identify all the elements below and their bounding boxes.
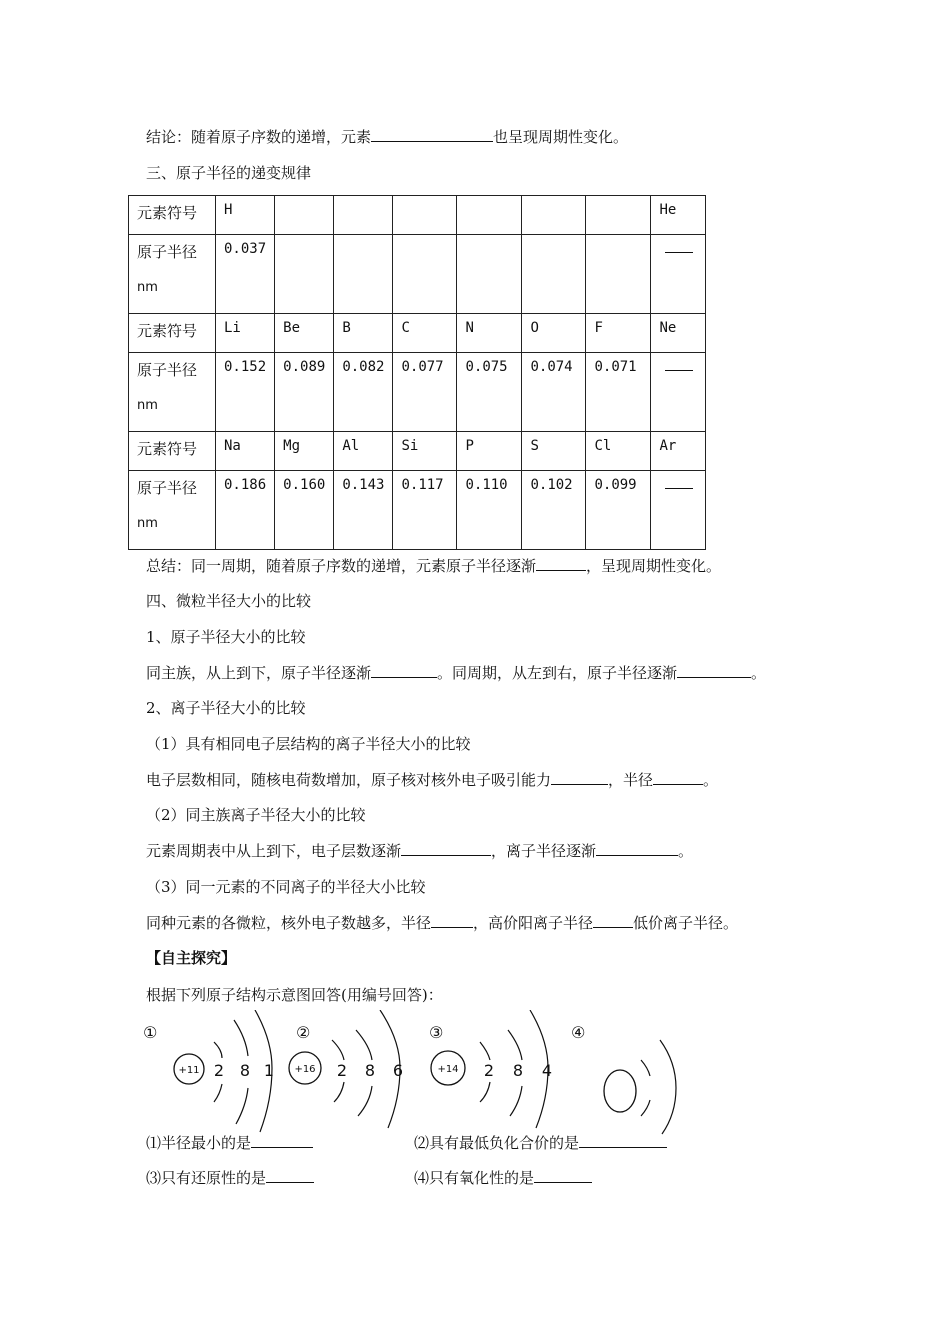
cell xyxy=(275,196,334,235)
table-row-symbols-3 xyxy=(129,432,706,471)
answer-blank[interactable] xyxy=(401,841,491,856)
cell: C xyxy=(393,314,457,353)
cell: Li xyxy=(216,314,275,353)
row-label: 原子半径 nm xyxy=(129,235,216,314)
row-label: 原子半径 nm xyxy=(129,471,216,550)
question-1: ⑴半径最小的是 xyxy=(146,1133,313,1153)
table-row-radii-3 xyxy=(129,471,706,550)
subsection-2-1-title: （1）具有相同电子层结构的离子半径大小的比较 xyxy=(146,735,471,753)
cell: Cl xyxy=(586,432,651,471)
question-2: ⑵具有最低负化合价的是 xyxy=(414,1133,667,1153)
cell: 0.160 xyxy=(275,471,334,550)
cell xyxy=(522,196,586,235)
answer-blank[interactable] xyxy=(371,127,493,142)
answer-blank[interactable] xyxy=(653,770,703,785)
row-label: 元素符号 xyxy=(129,314,216,353)
question-4: ⑷只有氧化性的是 xyxy=(414,1168,592,1188)
cell: 0.186 xyxy=(216,471,275,550)
table-row-radii-1 xyxy=(129,235,706,314)
row-label: 元素符号 xyxy=(129,432,216,471)
answer-blank[interactable] xyxy=(579,1133,667,1148)
cell: 0.082 xyxy=(334,353,393,432)
dash-mark xyxy=(665,252,693,253)
cell: S xyxy=(522,432,586,471)
nucleus-circle xyxy=(604,1070,636,1112)
subsection-1-text: 同主族，从上到下，原子半径逐渐 。同周期，从左到右，原子半径逐渐 。 xyxy=(146,664,767,682)
cell xyxy=(334,196,393,235)
electron-count: 2 xyxy=(336,1061,348,1080)
atom-number: ③ xyxy=(429,1023,444,1042)
cell-dash xyxy=(651,471,706,550)
atomic-radius-table xyxy=(128,195,706,550)
cell: 0.037 xyxy=(216,235,275,314)
cell: 0.099 xyxy=(586,471,651,550)
electron-count: 6 xyxy=(392,1061,404,1080)
dash-mark xyxy=(665,488,693,489)
cell: Ne xyxy=(651,314,706,353)
subsection-2-title: 2、离子半径大小的比较 xyxy=(146,699,306,717)
answer-blank[interactable] xyxy=(371,663,437,678)
cell xyxy=(393,235,457,314)
cell: Si xyxy=(393,432,457,471)
answer-blank[interactable] xyxy=(534,1168,592,1183)
answer-blank[interactable] xyxy=(266,1168,314,1183)
cell: 0.071 xyxy=(586,353,651,432)
subsection-2-2-title: （2）同主族离子半径大小的比较 xyxy=(146,806,366,824)
electron-count: 8 xyxy=(239,1061,251,1080)
conclusion-text-end: 也呈现周期性变化。 xyxy=(493,128,629,146)
cell: Ar xyxy=(651,432,706,471)
unit-label: nm xyxy=(137,516,158,531)
cell xyxy=(334,235,393,314)
cell: 0.117 xyxy=(393,471,457,550)
electron-count: 8 xyxy=(512,1061,524,1080)
summary-text-end: ，呈现周期性变化。 xyxy=(586,557,722,575)
cell xyxy=(586,196,651,235)
dash-mark xyxy=(665,370,693,371)
unit-label: nm xyxy=(137,398,158,413)
subsection-2-3-text: 同种元素的各微粒，核外电子数越多，半径 ，高价阳离子半径 低价离子半径。 xyxy=(146,914,739,932)
answer-blank[interactable] xyxy=(251,1133,313,1148)
subsection-1-title: 1、原子半径大小的比较 xyxy=(146,628,306,646)
answer-blank[interactable] xyxy=(431,913,473,928)
cell: Mg xyxy=(275,432,334,471)
electron-shell-arcs xyxy=(641,1040,676,1134)
nucleus-charge: +14 xyxy=(437,1064,459,1075)
electron-count: 8 xyxy=(364,1061,376,1080)
nucleus-charge: +16 xyxy=(294,1064,316,1075)
cell: O xyxy=(522,314,586,353)
table-row-symbols-2 xyxy=(129,314,706,353)
row-label: 原子半径 nm xyxy=(129,353,216,432)
cell: Be xyxy=(275,314,334,353)
section-4-title: 四、微粒半径大小的比较 xyxy=(146,592,312,610)
cell: Na xyxy=(216,432,275,471)
row-label: 元素符号 xyxy=(129,196,216,235)
cell xyxy=(457,196,522,235)
electron-count: 2 xyxy=(483,1061,495,1080)
subsection-2-1-text: 电子层数相同，随核电荷数增加，原子核对核外电子吸引能力 ，半径 。 xyxy=(146,771,719,789)
cell xyxy=(522,235,586,314)
cell-dash xyxy=(651,235,706,314)
summary-line xyxy=(146,556,721,576)
unit-label: nm xyxy=(137,280,158,295)
nucleus-charge: +11 xyxy=(178,1065,200,1076)
cell: H xyxy=(216,196,275,235)
cell: 0.077 xyxy=(393,353,457,432)
cell: 0.075 xyxy=(457,353,522,432)
summary-text: 总结：同一周期，随着原子序数的递增，元素原子半径逐渐 xyxy=(146,557,537,575)
explore-prompt: 根据下列原子结构示意图回答(用编号回答)： xyxy=(146,986,443,1004)
cell: 0.152 xyxy=(216,353,275,432)
answer-blank[interactable] xyxy=(536,556,586,571)
electron-count: 4 xyxy=(541,1061,553,1080)
answer-blank[interactable] xyxy=(593,913,633,928)
conclusion-line xyxy=(146,127,628,147)
subsection-2-3-title: （3）同一元素的不同离子的半径大小比较 xyxy=(146,878,426,896)
answer-blank[interactable] xyxy=(677,663,751,678)
atom-number: ① xyxy=(143,1023,158,1042)
explore-title: 【自主探究】 xyxy=(146,949,237,967)
electron-count: 1 xyxy=(263,1061,275,1080)
cell: He xyxy=(651,196,706,235)
atom-number: ② xyxy=(296,1023,311,1042)
atom-number: ④ xyxy=(571,1023,586,1042)
cell: 0.089 xyxy=(275,353,334,432)
cell-dash xyxy=(651,353,706,432)
cell xyxy=(457,235,522,314)
cell: 0.102 xyxy=(522,471,586,550)
cell: B xyxy=(334,314,393,353)
answer-blank[interactable] xyxy=(551,770,608,785)
electron-count: 2 xyxy=(213,1061,225,1080)
cell: F xyxy=(586,314,651,353)
cell: P xyxy=(457,432,522,471)
cell xyxy=(586,235,651,314)
cell: 0.074 xyxy=(522,353,586,432)
subsection-2-2-text: 元素周期表中从上到下，电子层数逐渐 ，离子半径逐渐 。 xyxy=(146,842,694,860)
cell xyxy=(275,235,334,314)
cell: 0.110 xyxy=(457,471,522,550)
cell: 0.143 xyxy=(334,471,393,550)
table-row-radii-2 xyxy=(129,353,706,432)
cell: N xyxy=(457,314,522,353)
cell: Al xyxy=(334,432,393,471)
cell xyxy=(393,196,457,235)
table-row-symbols-1 xyxy=(129,196,706,235)
conclusion-text: 结论：随着原子序数的递增，元素 xyxy=(146,128,372,146)
section-3-title: 三、原子半径的递变规律 xyxy=(146,164,312,182)
answer-blank[interactable] xyxy=(596,841,678,856)
atom-structure-diagrams xyxy=(0,1010,950,1135)
question-3: ⑶只有还原性的是 xyxy=(146,1168,314,1188)
